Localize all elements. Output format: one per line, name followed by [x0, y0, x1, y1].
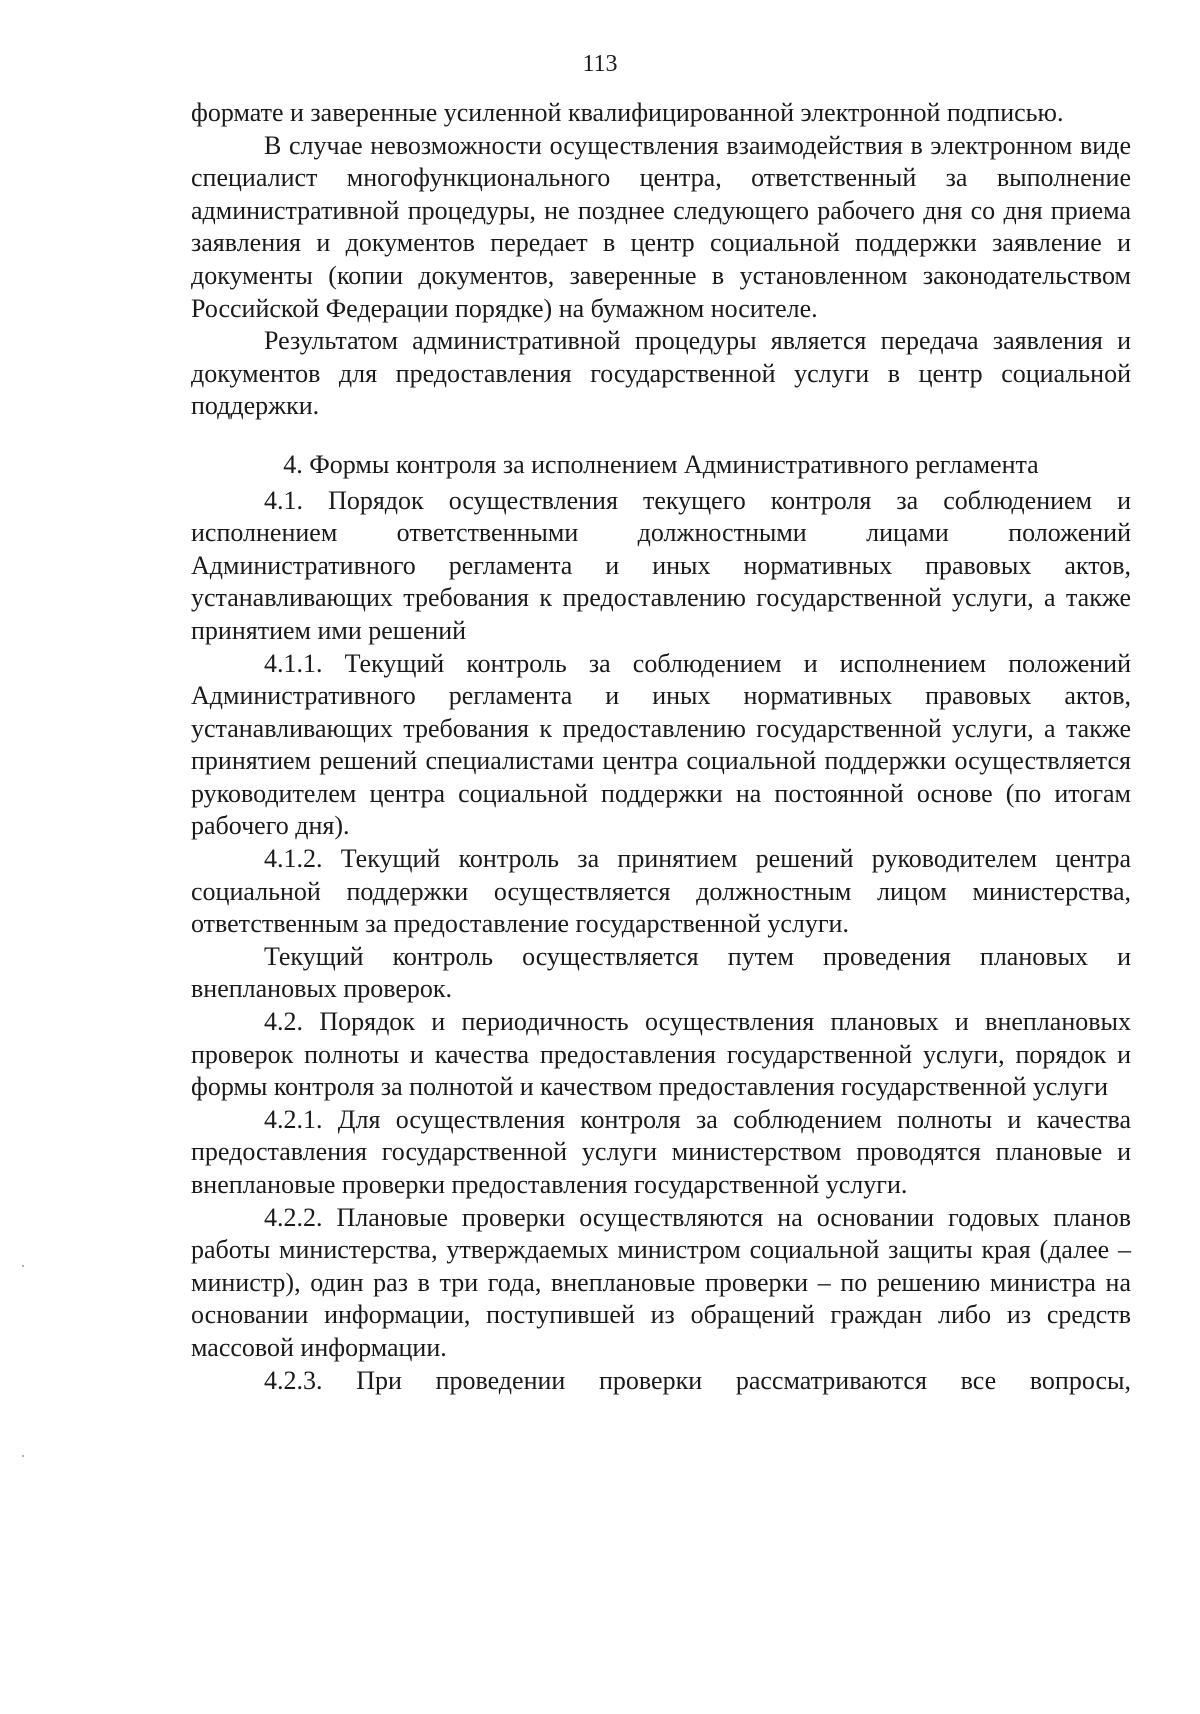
document-body [191, 97, 1131, 1397]
paragraph-continuation: формате и заверенные усиленной квалифицированной электронной подписью. [191, 98, 1064, 127]
scan-artifact [22, 1455, 24, 1457]
clause-4-1-2: 4.1.2. Текущий контроль за принятием решений руководителем центра социальной поддержки осуществляется должностным лицом министерства, ответственным за предоставление государственной услуги. [191, 844, 1131, 939]
clause-4-1-1: 4.1.1. Текущий контроль за соблюдением и исполнением положений Административного регламента и иных нормативных правовых актов, устанавливающих требования к предоставлению государственной услуги, а также принятием решений специалистами центра социальной поддержки осуществляется руководителем центра социальной поддержки на постоянной основе (по итогам рабочего дня). [191, 648, 1131, 841]
clause-4-2-1: 4.2.1. Для осуществления контроля за соблюдением полноты и качества предоставления государственной услуги министерством проводятся плановые и внеплановые проверки предоставления государственной услуги. [191, 1104, 1131, 1199]
section-heading-control-forms: 4. Формы контроля за исполнением Административного регламента [283, 449, 1039, 479]
paragraph-procedure-result: Результатом административной процедуры является передача заявления и документов для предоставления государственной услуги в центр социальной поддержки. [191, 326, 1131, 421]
paragraph-current-control: Текущий контроль осуществляется путем проведения плановых и внеплановых проверок. [191, 941, 1131, 1004]
clause-4-1: 4.1. Порядок осуществления текущего контроля за соблюдением и исполнением ответственными должностными лицами положений Административного регламента и иных нормативных правовых актов, устанавливающих требования к предоставлению государственной услуги, а также принятием ими решений [191, 485, 1131, 645]
clause-4-2-2: 4.2.2. Плановые проверки осуществляются на основании годовых планов работы министерства, утверждаемых министром социальной защиты края (далее – министр), один раз в три года, внеплановые проверки – по решению министра на основании информации, поступившей из обращений граждан либо из средств массовой информации. [191, 1202, 1131, 1362]
scan-artifact [22, 1265, 24, 1267]
clause-4-2-3: 4.2.3. При проведении проверки рассматриваются все вопросы, [264, 1365, 1131, 1395]
paragraph-mfc-paper-transfer: В случае невозможности осуществления взаимодействия в электронном виде специалист многофункционального центра, ответственный за выполнение административной процедуры, не позднее следующего рабочего дня со дня приема заявления и документов передает в центр социальной поддержки заявление и документы (копии документов, заверенные в установленном законодательством Российской Федерации порядке) на бумажном носителе. [191, 130, 1131, 323]
page-number: 113 [582, 51, 618, 77]
clause-4-2: 4.2. Порядок и периодичность осуществления плановых и внеплановых проверок полноты и качества предоставления государственной услуги, порядок и формы контроля за полнотой и качеством предоставления государственной услуги [191, 1007, 1131, 1102]
